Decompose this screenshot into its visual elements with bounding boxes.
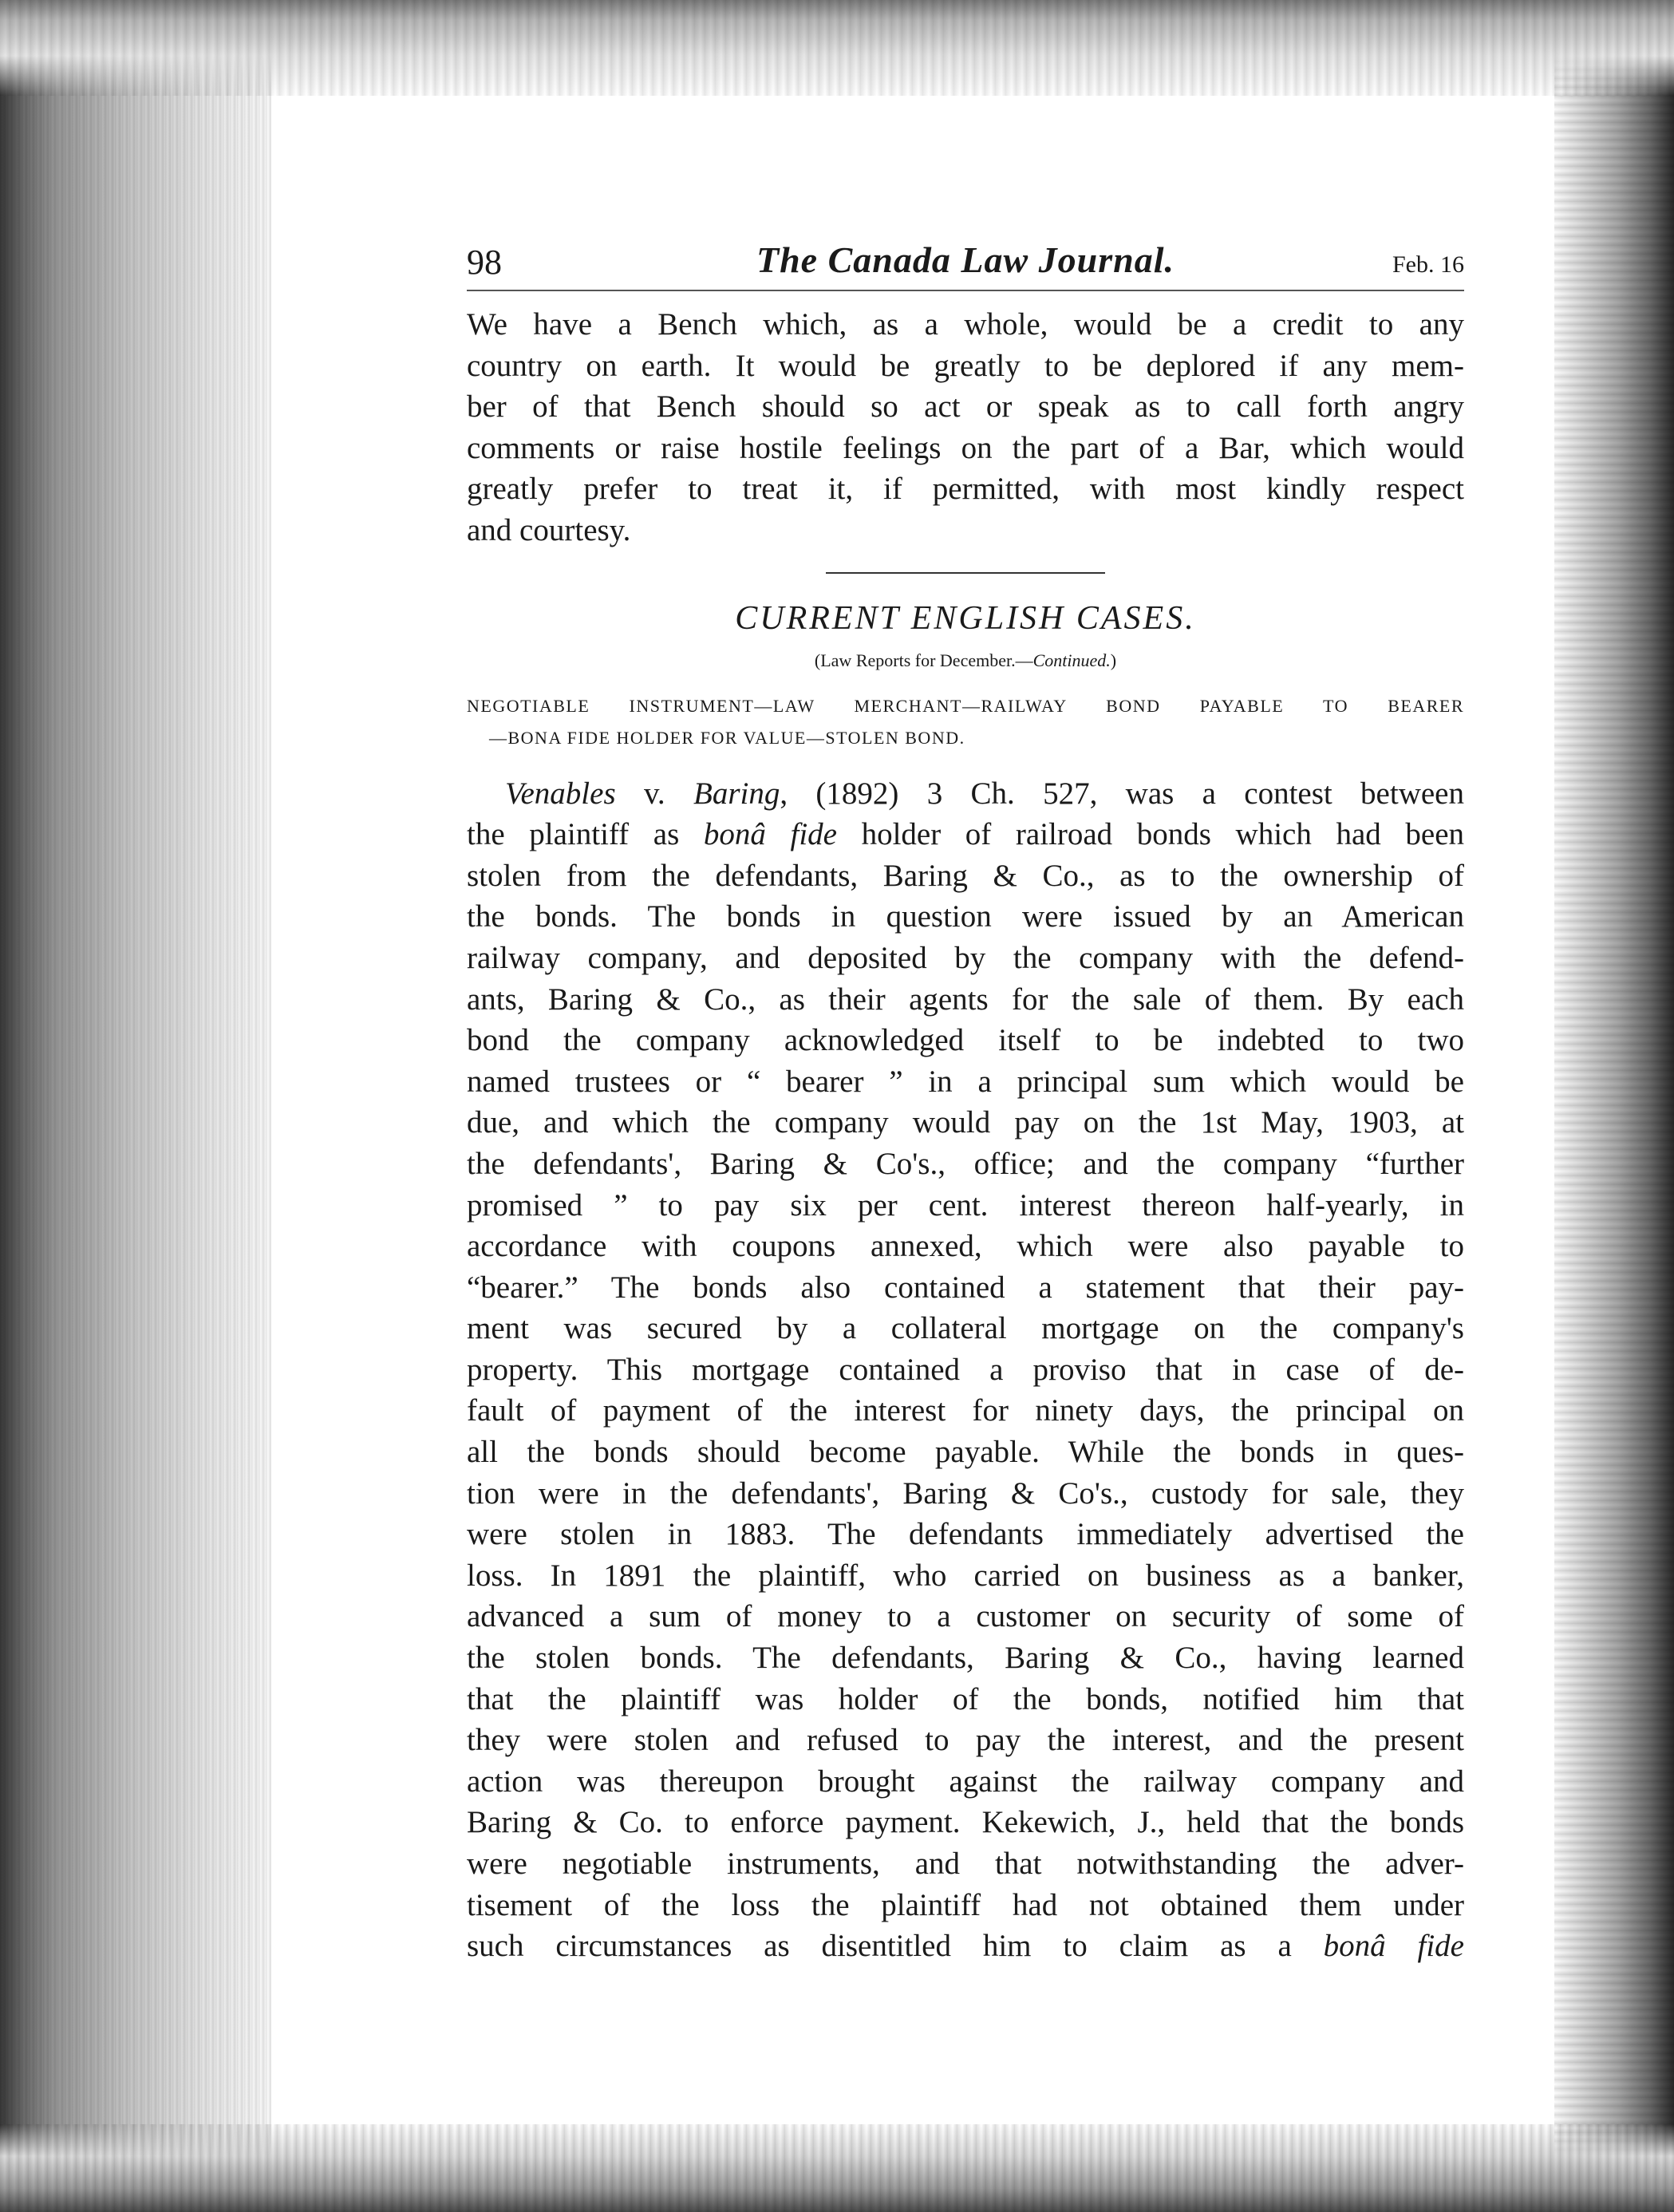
intro-line: We have a Bench which, as a whole, would be a credit to any [467, 307, 1464, 342]
subtitle-italic: Continued. [1032, 650, 1111, 670]
body-line: ment was secured by a collateral mortgage on the company's [467, 1311, 1464, 1346]
page-number: 98 [467, 243, 502, 282]
headnote-line: NEGOTIABLE INSTRUMENT—LAW MERCHANT—RAILWAY BOND PAYABLE TO BEARER [467, 695, 1464, 716]
first-line-rest: , (1892) 3 Ch. 527, was a contest between [780, 776, 1464, 811]
intro-line: ber of that Bench should so act or speak as to call forth angry [467, 389, 1464, 425]
body-line: loss. In 1891 the plaintiff, who carried on business as a banker, [467, 1558, 1464, 1593]
intro-line: country on earth. It would be greatly to be deplored if any mem- [467, 348, 1464, 383]
body-line: they were stolen and refused to pay the interest, and the present [467, 1723, 1464, 1758]
case-headnote [467, 690, 1464, 754]
body-line: were negotiable instruments, and that notwithstanding the adver- [467, 1847, 1464, 1881]
intro-line: greatly prefer to treat it, if permitted, with most kindly respect [467, 472, 1464, 507]
running-header [467, 235, 1464, 291]
section-divider [826, 572, 1105, 574]
body-line: “bearer.” The bonds also contained a statement that their pay- [467, 1270, 1464, 1305]
scan-top-edge [0, 0, 1674, 96]
body-line: due, and which the company would pay on the 1st May, 1903, at [467, 1105, 1464, 1140]
journal-title: The Canada Law Journal. [756, 239, 1175, 280]
header-date: Feb. 16 [1392, 251, 1464, 278]
journal-page [467, 235, 1464, 1967]
body-line: named trustees or “ bearer ” in a principal sum which would be [467, 1064, 1464, 1099]
body-line: Baring & Co. to enforce payment. Kekewich, J., held that the bonds [467, 1805, 1464, 1840]
body-line: advanced a sum of money to a customer on security of some of [467, 1599, 1464, 1634]
body-line: the defendants', Baring & Co's., office; and the company “further [467, 1146, 1464, 1181]
latin-phrase: bonâ fide [1323, 1929, 1464, 1964]
body-line: fault of payment of the interest for ninety days, the principal on [467, 1393, 1464, 1428]
body-line: accordance with coupons annexed, which were also payable to [467, 1229, 1464, 1264]
scan-right-edge [1554, 0, 1674, 2212]
subtitle-suffix: ) [1110, 650, 1117, 670]
case-body [467, 773, 1464, 1967]
body-line: stolen from the defendants, Baring & Co., as to the ownership of [467, 858, 1464, 893]
body-line: the stolen bonds. The defendants, Baring & Co., having learned [467, 1641, 1464, 1676]
case-party: Baring [693, 776, 780, 811]
intro-paragraph [467, 304, 1464, 551]
headnote-line: —BONA FIDE HOLDER FOR VALUE—STOLEN BOND. [489, 727, 965, 748]
body-line: were stolen in 1883. The defendants immediately advertised the [467, 1517, 1464, 1552]
scan-left-edge [0, 0, 271, 2212]
body-line: bond the company acknowledged itself to be indebted to two [467, 1023, 1464, 1058]
latin-phrase: bonâ fide [703, 817, 837, 852]
body-line: that the plaintiff was holder of the bonds, notified him that [467, 1681, 1464, 1716]
body-line: tisement of the loss the plaintiff had not obtained them under [467, 1887, 1464, 1922]
section-title: CURRENT ENGLISH CASES. [735, 599, 1196, 637]
body-line: the bonds. The bonds in question were issued by an American [467, 899, 1464, 934]
case-name: Venables [505, 776, 616, 811]
line-fragment: such circumstances as disentitled him to claim as a [467, 1929, 1324, 1964]
subtitle-prefix: (Law Reports for December.— [814, 650, 1033, 670]
body-last-line [467, 1926, 1464, 1967]
body-first-line [467, 773, 1464, 815]
body-line [467, 814, 1464, 855]
body-line: ants, Baring & Co., as their agents for the sale of them. By each [467, 982, 1464, 1017]
case-v: v. [615, 776, 693, 811]
body-line: property. This mortgage contained a proviso that in case of de- [467, 1352, 1464, 1387]
intro-line: and courtesy. [467, 512, 631, 547]
scan-bottom-edge [0, 2124, 1674, 2212]
body-line: all the bonds should become payable. While the bonds in ques- [467, 1435, 1464, 1470]
body-line: railway company, and deposited by the company with the defend- [467, 940, 1464, 975]
line-fragment: holder of railroad bonds which had been [836, 817, 1464, 852]
body-line: action was thereupon brought against the railway company and [467, 1764, 1464, 1799]
section-subtitle [467, 650, 1464, 677]
intro-line: comments or raise hostile feelings on the part of a Bar, which would [467, 430, 1464, 465]
body-line: promised ” to pay six per cent. interest thereon half-yearly, in [467, 1187, 1464, 1223]
body-line: tion were in the defendants', Baring & Co's., custody for sale, they [467, 1475, 1464, 1511]
line-fragment: the plaintiff as [467, 817, 704, 852]
